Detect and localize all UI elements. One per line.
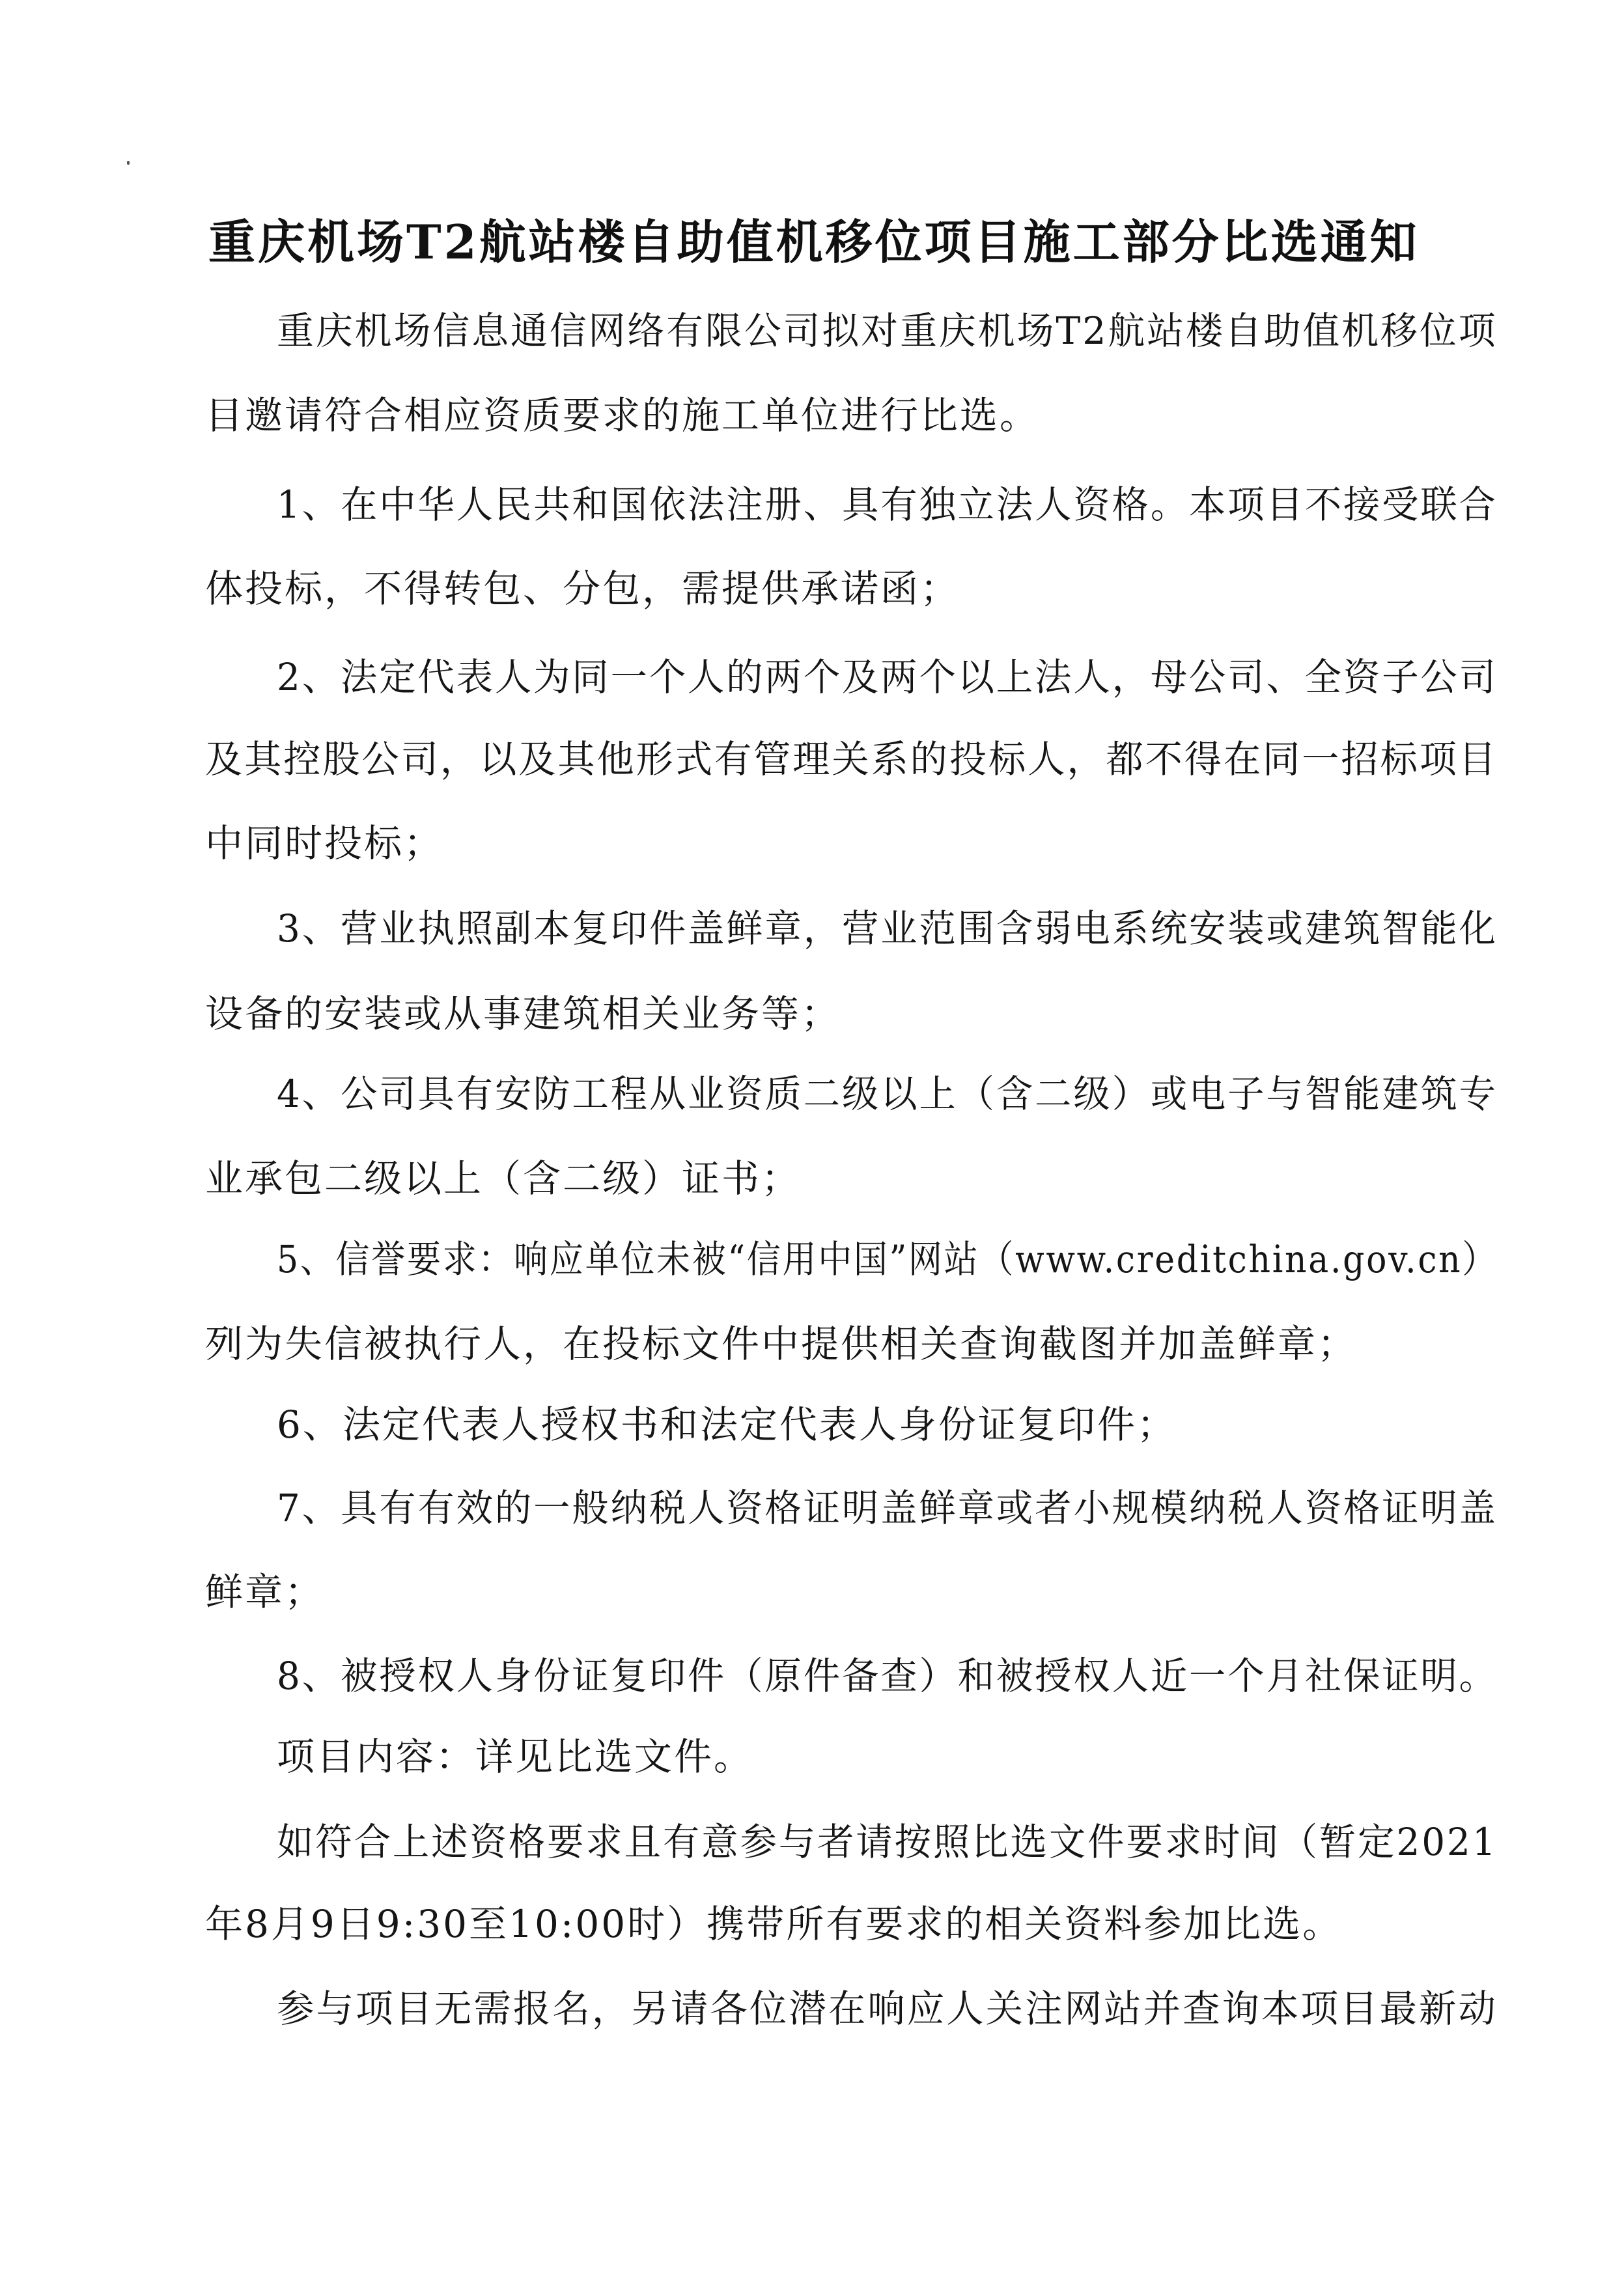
paragraph-line: 7、具有有效的一般纳税人资格证明盖鲜章或者小规模纳税人资格证明盖 — [277, 1486, 1498, 1530]
paragraph-line: 1、在中华人民共和国依法注册、具有独立法人资格。本项目不接受联合 — [277, 482, 1498, 527]
paragraph-line: 4、公司具有安防工程从业资质二级以上（含二级）或电子与智能建筑专 — [277, 1072, 1498, 1116]
paragraph-line: 5、信誉要求：响应单位未被“信用中国”网站（www.creditchina.gov.cn） — [277, 1237, 1498, 1281]
paragraph-line: 参与项目无需报名，另请各位潜在响应人关注网站并查询本项目最新动 — [277, 1986, 1498, 2031]
paragraph-line: 设备的安装或从事建筑相关业务等； — [205, 992, 841, 1036]
paragraph-line: 体投标，不得转包、分包，需提供承诺函； — [205, 566, 960, 611]
scan-speck — [127, 161, 130, 165]
paragraph-line: 项目内容：详见比选文件。 — [277, 1735, 754, 1779]
paragraph-line: 列为失信被执行人，在投标文件中提供相关查询截图并加盖鲜章； — [205, 1322, 1358, 1366]
paragraph-line: 重庆机场信息通信网络有限公司拟对重庆机场T2航站楼自助值机移位项 — [277, 309, 1498, 353]
paragraph-line: 及其控股公司，以及其他形式有管理关系的投标人，都不得在同一招标项目 — [205, 737, 1498, 781]
paragraph-line: 目邀请符合相应资质要求的施工单位进行比选。 — [205, 393, 1040, 438]
paragraph-line: 年8月9日9:30至10:00时）携带所有要求的相关资料参加比选。 — [205, 1902, 1343, 1946]
paragraph-line: 业承包二级以上（含二级）证书； — [205, 1156, 802, 1201]
paragraph-line: 中同时投标； — [205, 821, 444, 865]
paragraph-line: 8、被授权人身份证复印件（原件备查）和被授权人近一个月社保证明。 — [277, 1654, 1498, 1698]
document-title: 重庆机场T2航站楼自助值机移位项目施工部分比选通知 — [208, 214, 1420, 270]
paragraph-line: 鲜章； — [205, 1570, 325, 1614]
paragraph-line: 6、法定代表人授权书和法定代表人身份证复印件； — [277, 1402, 1177, 1447]
paragraph-line: 2、法定代表人为同一个人的两个及两个以上法人，母公司、全资子公司 — [277, 655, 1498, 699]
paragraph-line: 3、营业执照副本复印件盖鲜章，营业范围含弱电系统安装或建筑智能化 — [277, 906, 1498, 951]
paragraph-line: 如符合上述资格要求且有意参与者请按照比选文件要求时间（暂定2021 — [277, 1820, 1498, 1864]
